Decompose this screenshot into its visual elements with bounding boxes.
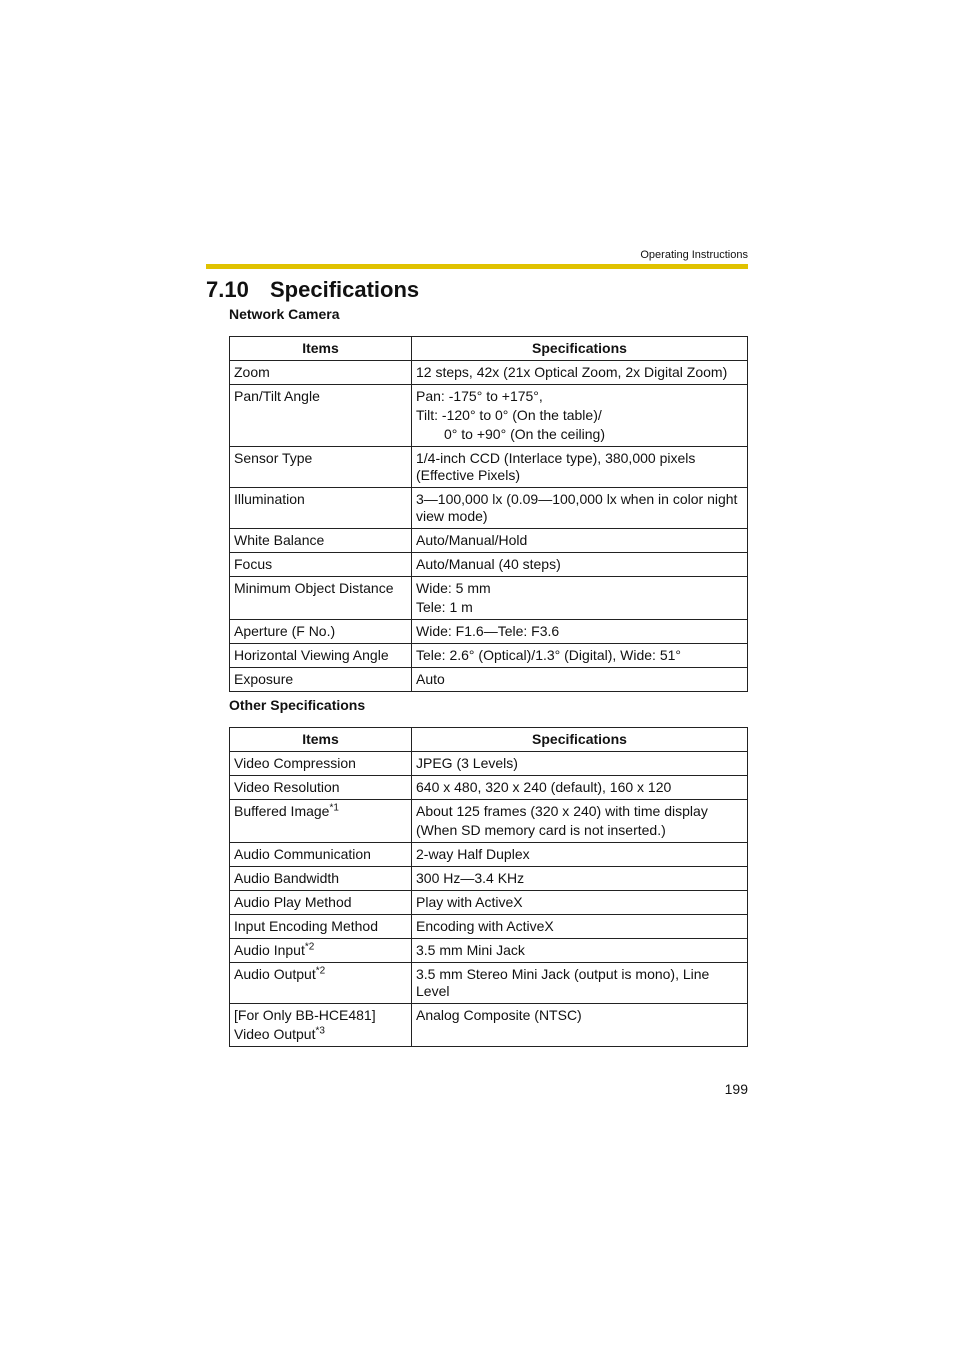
column-header-items: Items [230, 728, 412, 752]
spec-cell: 1/4-inch CCD (Interlace type), 380,000 pixels (Effective Pixels) [412, 447, 748, 488]
item-cell: Minimum Object Distance [230, 577, 412, 620]
table-row [230, 644, 748, 668]
spec-cell: 3.5 mm Mini Jack [412, 939, 748, 963]
spec-line: Pan: -175° to +175°, [416, 388, 543, 404]
page-number: 199 [724, 1081, 748, 1097]
spec-line: Wide: 5 mm [416, 580, 491, 596]
header-rule [206, 264, 748, 269]
item-cell: Audio Play Method [230, 891, 412, 915]
item-cell: Pan/Tilt Angle [230, 385, 412, 447]
spec-cell: 640 x 480, 320 x 240 (default), 160 x 120 [412, 776, 748, 800]
item-cell: White Balance [230, 529, 412, 553]
footnote-marker: *3 [315, 1025, 325, 1037]
item-label: Buffered Image [234, 803, 330, 819]
column-header-items: Items [230, 337, 412, 361]
network-camera-heading: Network Camera [229, 306, 340, 322]
item-cell: Sensor Type [230, 447, 412, 488]
network-camera-table [229, 336, 748, 692]
table-row [230, 776, 748, 800]
footnote-marker: *2 [304, 941, 315, 953]
table-row [230, 867, 748, 891]
item-cell [230, 800, 412, 843]
table-row [230, 620, 748, 644]
item-cell: Aperture (F No.) [230, 620, 412, 644]
section-number: 7.10 [206, 277, 249, 302]
spec-line: Tele: 1 m [416, 599, 473, 615]
spec-cell: JPEG (3 Levels) [412, 752, 748, 776]
table-row [230, 553, 748, 577]
spec-cell: Auto/Manual/Hold [412, 529, 748, 553]
spec-cell [412, 577, 748, 620]
item-cell: Audio Communication [230, 843, 412, 867]
table-header-row [230, 728, 748, 752]
spec-cell: Analog Composite (NTSC) [412, 1004, 748, 1047]
spec-line: 0° to +90° (On the ceiling) [444, 426, 606, 442]
spec-cell: 300 Hz—3.4 KHz [412, 867, 748, 891]
item-label: Audio Output [234, 966, 316, 982]
spec-cell: Encoding with ActiveX [412, 915, 748, 939]
item-cell: Focus [230, 553, 412, 577]
item-cell: Video Resolution [230, 776, 412, 800]
footnote-marker: *1 [329, 802, 339, 814]
item-label: Video Output [234, 1026, 316, 1042]
footnote-marker: *2 [315, 965, 326, 977]
table-row [230, 800, 748, 843]
item-cell [230, 939, 412, 963]
table-row [230, 385, 748, 447]
spec-cell [412, 385, 748, 447]
table-row [230, 891, 748, 915]
section-title [206, 277, 419, 303]
item-cell: Zoom [230, 361, 412, 385]
table-row [230, 963, 748, 1004]
table-row [230, 361, 748, 385]
other-specifications-table [229, 727, 748, 1047]
spec-cell: 12 steps, 42x (21x Optical Zoom, 2x Digital Zoom) [412, 361, 748, 385]
column-header-specifications: Specifications [412, 728, 748, 752]
item-prefix: [For Only BB-HCE481] [234, 1007, 376, 1023]
item-cell: Horizontal Viewing Angle [230, 644, 412, 668]
spec-cell: 3—100,000 lx (0.09—100,000 lx when in color night view mode) [412, 488, 748, 529]
section-title-text: Specifications [270, 277, 420, 302]
spec-line: (When SD memory card is not inserted.) [416, 822, 666, 838]
column-header-specifications: Specifications [412, 337, 748, 361]
spec-cell: 2-way Half Duplex [412, 843, 748, 867]
item-cell [230, 1004, 412, 1047]
spec-cell: Auto [412, 668, 748, 692]
table-row [230, 1004, 748, 1047]
running-header: Operating Instructions [640, 249, 748, 261]
table-row [230, 488, 748, 529]
spec-cell: Play with ActiveX [412, 891, 748, 915]
table-row [230, 939, 748, 963]
spec-cell: Auto/Manual (40 steps) [412, 553, 748, 577]
spec-line: Tilt: -120° to 0° (On the table)/ [416, 407, 602, 423]
table-row [230, 668, 748, 692]
item-cell [230, 963, 412, 1004]
spec-cell: 3.5 mm Stereo Mini Jack (output is mono), Line Level [412, 963, 748, 1004]
item-cell: Audio Bandwidth [230, 867, 412, 891]
spec-cell [412, 800, 748, 843]
table-row [230, 447, 748, 488]
item-cell: Illumination [230, 488, 412, 529]
table-row [230, 529, 748, 553]
item-cell: Input Encoding Method [230, 915, 412, 939]
table-row [230, 752, 748, 776]
table-row [230, 843, 748, 867]
item-cell: Exposure [230, 668, 412, 692]
other-specifications-heading: Other Specifications [229, 697, 366, 713]
spec-line: About 125 frames (320 x 240) with time display [416, 803, 708, 819]
item-cell: Video Compression [230, 752, 412, 776]
table-header-row [230, 337, 748, 361]
spec-cell: Tele: 2.6° (Optical)/1.3° (Digital), Wide: 51° [412, 644, 748, 668]
table-row [230, 577, 748, 620]
spec-cell: Wide: F1.6—Tele: F3.6 [412, 620, 748, 644]
table-row [230, 915, 748, 939]
item-label: Audio Input [234, 942, 305, 958]
